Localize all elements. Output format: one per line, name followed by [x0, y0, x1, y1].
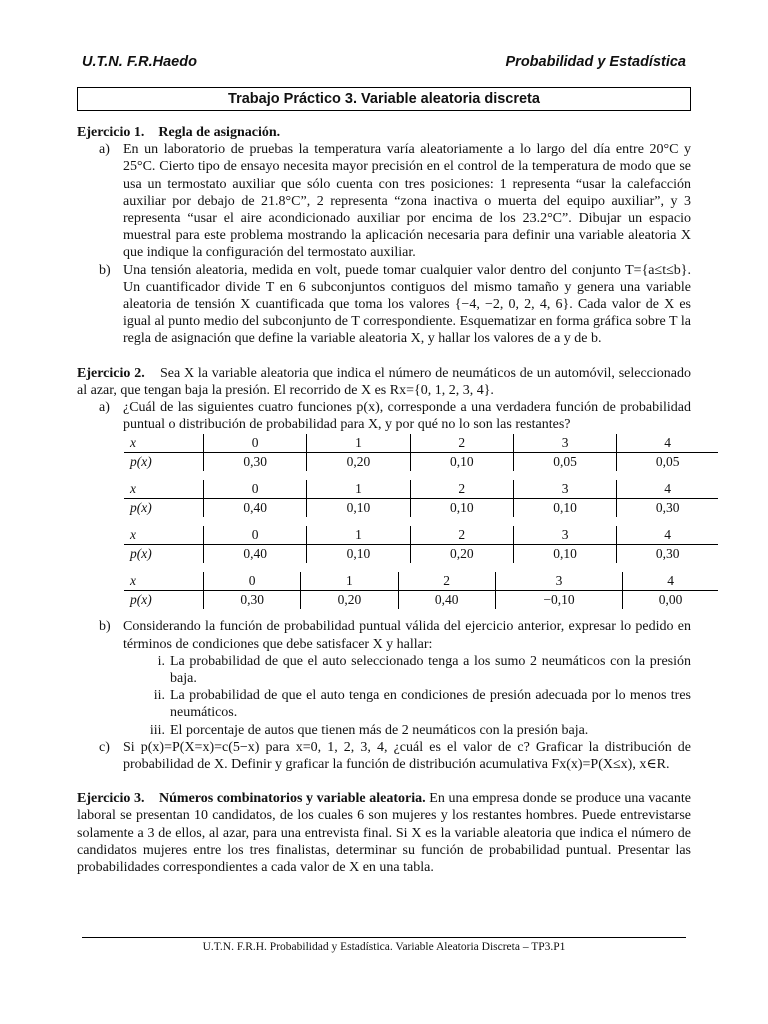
ej2-b-iii-text: El porcentaje de autos que tienen más de 2 neumáticos con la presión baja.	[170, 722, 589, 738]
x-row-cell: 0	[204, 434, 307, 453]
x-row-label: x	[124, 434, 204, 453]
p-row-label: p(x)	[130, 592, 152, 608]
x-row-cell: 2	[398, 572, 495, 591]
ej2-b-iii-marker: iii.	[149, 722, 165, 738]
ej2-item-c	[77, 739, 691, 773]
probability-table	[124, 572, 718, 609]
ej2-b-subitem-3	[77, 722, 691, 739]
p-row-cell: 0,00	[623, 591, 718, 610]
p-row-cell: 0,40	[204, 545, 307, 564]
x-row-cell: 3	[513, 434, 616, 453]
x-row-cell: 0	[204, 480, 307, 499]
ej3-title: Números combinatorios y variable aleatoria.	[159, 791, 426, 807]
x-row-label: x	[124, 480, 204, 499]
p-row-cell: 0,10	[513, 545, 616, 564]
ej2-b-subitem-2	[77, 687, 691, 721]
ej1-heading	[77, 124, 691, 141]
p-row-cell: 0,30	[204, 591, 301, 610]
ej2-intro-paragraph	[77, 365, 691, 399]
x-row-label: x	[124, 572, 204, 591]
x-row-cell: 2	[410, 526, 513, 545]
footer-rule	[82, 937, 686, 938]
x-row-cell: 4	[617, 434, 718, 453]
p-row-cell: 0,10	[307, 545, 410, 564]
p-row-cell: 0,40	[398, 591, 495, 610]
p-row-cell: 0,30	[617, 499, 718, 518]
ej2-intro: Sea X la variable aleatoria que indica el número de neumáticos de un automóvil, seleccionado al azar, que tengan baja la presión. El recorrido de X es Rx={0, 1, 2, 3, 4}.	[77, 365, 691, 398]
table-gap	[77, 563, 691, 572]
x-row-cell: 3	[513, 526, 616, 545]
document-body	[77, 124, 691, 876]
p-row-cell: 0,30	[204, 453, 307, 472]
x-row-cell: 1	[307, 480, 410, 499]
p-row-cell: 0,10	[513, 499, 616, 518]
table-p-row	[124, 591, 718, 610]
x-row-cell: 4	[617, 480, 718, 499]
x-row-cell: 0	[204, 526, 307, 545]
ej2-item-b	[77, 618, 691, 652]
x-row-cell: 0	[204, 572, 301, 591]
table-x-row	[124, 434, 718, 453]
table-p-row	[124, 499, 718, 518]
page-footer: U.T.N. F.R.H. Probabilidad y Estadística. Variable Aleatoria Discreta – TP3.P1	[202, 941, 566, 953]
ej3-label: Ejercicio 3.	[77, 791, 145, 807]
p-row-cell: 0,10	[410, 499, 513, 518]
p-row-cell: 0,20	[301, 591, 398, 610]
probability-table	[124, 526, 718, 563]
ej2-b-marker: b)	[99, 619, 111, 635]
ej1-label: Ejercicio 1.	[77, 125, 145, 140]
x-row-cell: 2	[410, 480, 513, 499]
p-row-cell: 0,40	[204, 499, 307, 518]
ej2-a-text: ¿Cuál de las siguientes cuatro funciones p(x), corresponde a una verdadera función de probabilidad puntual o distribución de probabilidad para X, y por qué no lo son las restantes?	[123, 400, 691, 433]
probability-tables	[77, 434, 691, 609]
page-title: Trabajo Práctico 3. Variable aleatoria discreta	[77, 87, 691, 111]
ej1-item-b	[77, 262, 691, 348]
ej1-title: Regla de asignación.	[158, 125, 281, 140]
p-row-cell: 0,05	[513, 453, 616, 472]
table-gap	[77, 517, 691, 526]
ej1-b-marker: b)	[99, 262, 111, 278]
ej1-item-a	[77, 141, 691, 261]
ej2-b-ii-text: La probabilidad de que el auto tenga en condiciones de presión adecuada por lo menos tres neumáticos.	[170, 688, 691, 721]
x-row-cell: 3	[513, 480, 616, 499]
p-row-label: p(x)	[130, 500, 152, 516]
table-x-row	[124, 572, 718, 591]
table-gap	[77, 471, 691, 480]
ej2-b-ii-marker: ii.	[153, 688, 165, 704]
p-row-label: p(x)	[130, 546, 152, 562]
x-row-cell: 3	[495, 572, 622, 591]
p-row-cell: −0,10	[495, 591, 622, 610]
p-row-cell: 0,10	[307, 499, 410, 518]
ej2-c-marker: c)	[99, 739, 110, 755]
p-row-label: p(x)	[130, 454, 152, 470]
ej2-a-marker: a)	[99, 400, 110, 416]
table-x-row	[124, 480, 718, 499]
ej1-a-text: En un laboratorio de pruebas la temperatura varía aleatoriamente a lo largo del día entre 20°C y 25°C. Cierto tipo de ensayo necesita mayor precisión en el control de la temperatura de modo que se usa un termostato auxiliar que sólo cuenta con tres posiciones: 1 representa “usar la calefacción auxiliar por debajo de 21.8°C”, 2 representa “zona inactiva o muerta del equipo auxiliar”, y 3 representa “usar el aire acondicionado auxiliar por encima de los 23.2°C”. Dibujar un espacio muestral para este problema mostrando la aplicación necesaria para definir una variable aleatoria X que indique la configuración del termostato auxiliar.	[123, 142, 691, 261]
probability-table	[124, 480, 718, 517]
x-row-cell: 1	[307, 434, 410, 453]
x-row-cell: 2	[410, 434, 513, 453]
table-p-row	[124, 545, 718, 564]
ej3-text: En una empresa donde se produce una vacante laboral se presentan 10 candidatos, de los cuales 6 son mujeres y los restantes hombres. Puede entrevistarse solamente a 3 de ellos, al azar, para una entrevista final. Si X es la variable aleatoria que indica el número de candidatos mujeres entre los tres finalistas, determinar su función de probabilidad puntual. Presentar las probabilidades correspondientes a cada valor de X en una tabla.	[77, 791, 692, 876]
p-row-cell: 0,10	[410, 453, 513, 472]
x-row-label: x	[124, 526, 204, 545]
probability-table	[124, 434, 718, 471]
ej1-a-marker: a)	[99, 142, 110, 158]
x-row-cell: 4	[623, 572, 718, 591]
ej1-b-text: Una tensión aleatoria, medida en volt, puede tomar cualquier valor dentro del conjunto T={a≤t≤b}. Un cuantificador divide T en 6 subconjuntos contiguos del mismo tamaño y genera una variable aleatoria de tensión X cuantificada que toma los valores {−4, −2, 0, 2, 4, 6}. Cada valor de X es igual al punto medio del subconjunto de T correspondiente. Esquematizar en forma gráfica sobre T la regla de asignación que define la variable aleatoria X, y hallar los valores de a y de b.	[123, 262, 691, 347]
p-row-cell: 0,05	[617, 453, 718, 472]
header-right: Probabilidad y Estadística	[505, 54, 686, 70]
p-row-cell: 0,30	[617, 545, 718, 564]
ej2-label: Ejercicio 2.	[77, 365, 145, 381]
table-p-row	[124, 453, 718, 472]
p-row-cell: 0,20	[410, 545, 513, 564]
x-row-cell: 1	[307, 526, 410, 545]
ej2-b-subitem-1	[77, 653, 691, 687]
table-x-row	[124, 526, 718, 545]
ej2-item-a	[77, 399, 691, 433]
ej2-c-text: Si p(x)=P(X=x)=c(5−x) para x=0, 1, 2, 3, 4, ¿cuál es el valor de c? Graficar la distribución de probabilidad de X. Definir y graficar la función de distribución acumulativa Fx(x)=P(X≤x), x∈R.	[123, 739, 691, 773]
x-row-cell: 1	[301, 572, 398, 591]
ej3-paragraph	[77, 790, 691, 876]
header-left: U.T.N. F.R.Haedo	[82, 54, 197, 70]
ej2-b-text: Considerando la función de probabilidad puntual válida del ejercicio anterior, expresar lo pedido en términos de condiciones que debe satisfacer X y hallar:	[123, 619, 691, 652]
ej2-b-i-marker: i.	[157, 653, 165, 669]
x-row-cell: 4	[617, 526, 718, 545]
ej2-b-i-text: La probabilidad de que el auto seleccionado tenga a los sumo 2 neumáticos con la presión baja.	[170, 653, 691, 687]
p-row-cell: 0,20	[307, 453, 410, 472]
